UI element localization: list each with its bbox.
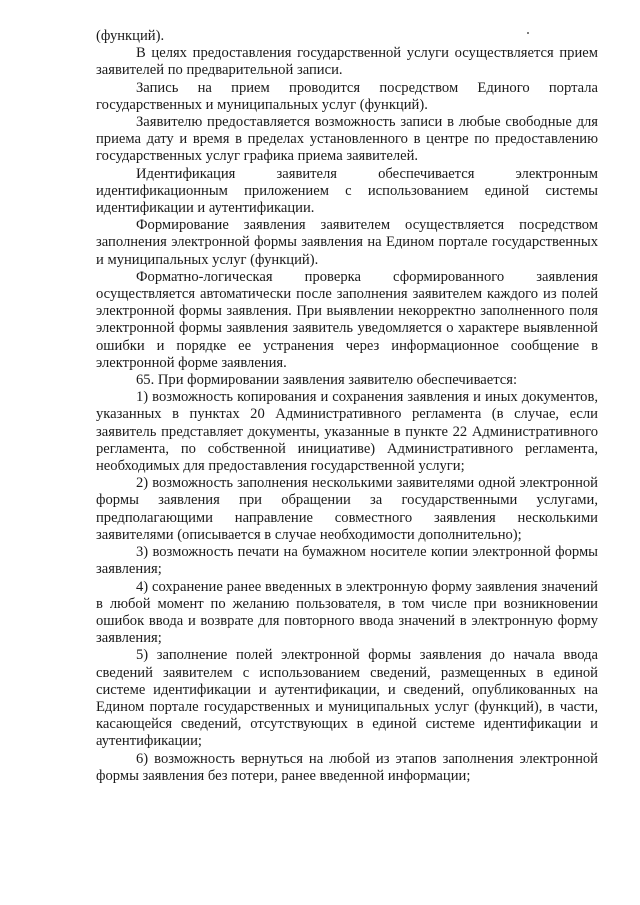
paragraph-booking-portal: Запись на прием проводится посредством Единого портала государственных и муниципальных услуг (функций). [96, 79, 598, 113]
list-item-6: 6) возможность вернуться на любой из этапов заполнения электронной формы заявления без потери, ранее введенной информации; [96, 750, 598, 784]
list-item-5: 5) заполнение полей электронной формы заявления до начала ввода сведений заявителем с использованием сведений, размещенных в единой системе идентификации и аутентификации, и сведений, опубликованных на Едином портале государственных и муниципальных услуг (функций), в части, касающейся сведений, отсутствующих в единой системе идентификации и аутентификации; [96, 647, 598, 750]
list-item-4: 4) сохранение ранее введенных в электронную форму заявления значений в любой момент по желанию пользователя, в том числе при возникновении ошибок ввода и возврате для повторного ввода значений в электронную форму заявления; [96, 578, 598, 647]
document-page [96, 28, 598, 785]
paragraph-form-filling: Формирование заявления заявителем осуществляется посредством заполнения электронной формы заявления на Едином портале государственных и муниципальных услуг (функций). [96, 217, 598, 268]
paragraph-booking-time: Заявителю предоставляется возможность записи в любые свободные для приема дату и время в пределах установленного в центре по предоставлению государственных услуг графика приема заявителей. [96, 114, 598, 165]
paragraph-format-check: Форматно-логическая проверка сформированного заявления осуществляется автоматически после заполнения заявителем каждого из полей электронной формы заявления. При выявлении некорректно заполненного поля электронной формы заявления заявитель уведомляется о характере выявленной ошибки и порядке ее устранения через информационное сообщение в электронной форме заявления. [96, 268, 598, 371]
paragraph-appointment: В целях предоставления государственной услуги осуществляется прием заявителей по предварительной записи. [96, 45, 598, 79]
list-item-2: 2) возможность заполнения несколькими заявителями одной электронной формы заявления при обращении за государственными услугами, предполагающими направление совместного заявления несколькими заявителями (описывается в случае необходимости дополнительно); [96, 475, 598, 543]
paragraph-functions-tail: (функций). [96, 28, 165, 44]
list-item-1: 1) возможность копирования и сохранения заявления и иных документов, указанных в пунктах 20 Административного регламента (в случае, если заявитель представляет документы, указанные в пункте 22 Административного регламента, по собственной инициативе) Административного регламента, необходимых для предоставления государственной услуги; [96, 389, 598, 475]
list-item-3: 3) возможность печати на бумажном носителе копии электронной формы заявления; [96, 544, 598, 578]
paragraph-item-65: 65. При формировании заявления заявителю обеспечивается: [136, 372, 518, 389]
paragraph-identification: Идентификация заявителя обеспечивается электронным идентификационным приложением с использованием единой системы идентификации и аутентификации. [96, 165, 598, 217]
